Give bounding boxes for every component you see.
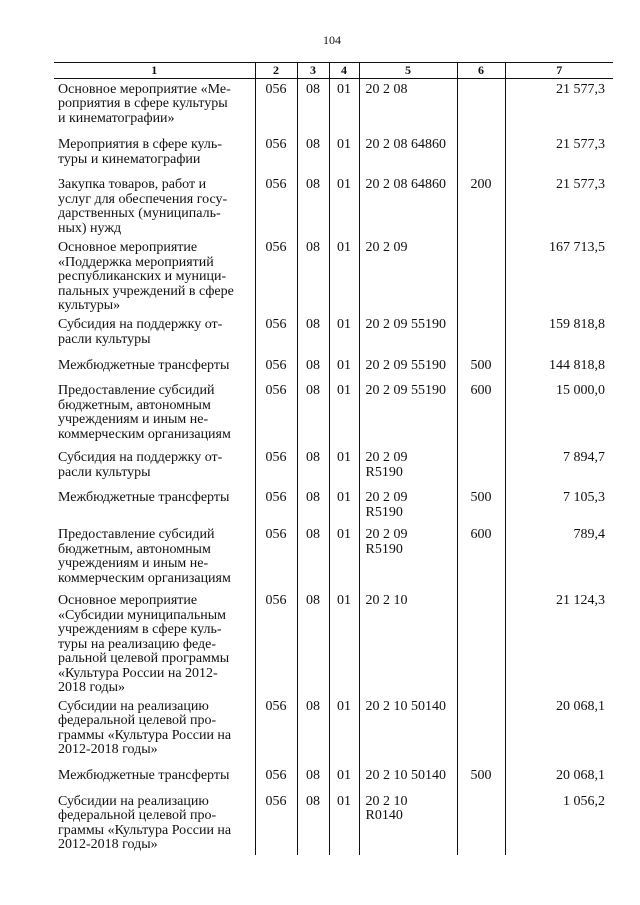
table-row bbox=[54, 78, 613, 134]
section-code-cell: 08 bbox=[297, 487, 329, 524]
item-name-line: Закупка товаров, работ и bbox=[58, 177, 207, 192]
item-name-line: граммы «Культура России на bbox=[58, 727, 232, 743]
target-article-line: 20 2 10 50140 bbox=[365, 767, 446, 783]
item-name-line: дарственных (муниципаль- bbox=[58, 206, 221, 221]
item-name-line: Субсидия на поддержку от- bbox=[58, 317, 223, 332]
target-article-line: 20 2 09 55190 bbox=[365, 383, 446, 398]
table-row bbox=[54, 590, 613, 696]
item-name-cell bbox=[54, 78, 255, 134]
amount-cell: 20 068,1 bbox=[505, 696, 613, 765]
amount-cell: 20 068,1 bbox=[505, 765, 613, 791]
ministry-code-cell: 056 bbox=[255, 765, 297, 791]
section-code-cell: 08 bbox=[297, 447, 329, 487]
amount-cell: 7 894,7 bbox=[505, 447, 613, 487]
target-article-line: 20 2 09 bbox=[365, 450, 408, 465]
section-code-cell: 08 bbox=[297, 314, 329, 355]
table-row bbox=[54, 134, 613, 174]
item-name-cell bbox=[54, 174, 255, 237]
ministry-code-cell: 056 bbox=[255, 314, 297, 355]
item-name-line: учреждениям и иным не- bbox=[58, 412, 209, 427]
item-name-line: культуры» bbox=[58, 298, 121, 313]
target-article-cell bbox=[359, 380, 457, 447]
item-name-line: учреждениям в сфере куль- bbox=[58, 622, 222, 637]
target-article-line: R0140 bbox=[365, 808, 403, 823]
ministry-code-cell: 056 bbox=[255, 524, 297, 590]
item-name-line: учреждениям и иным не- bbox=[58, 556, 209, 571]
target-article-cell bbox=[359, 355, 457, 380]
item-name-line: «Поддержка мероприятий bbox=[58, 254, 214, 270]
section-code-cell: 08 bbox=[297, 355, 329, 380]
target-article-line: 20 2 09 bbox=[365, 527, 408, 542]
subsection-code-cell: 01 bbox=[329, 524, 359, 590]
item-name-cell bbox=[54, 380, 255, 447]
table-row bbox=[54, 237, 613, 314]
table-row bbox=[54, 355, 613, 380]
item-name-cell bbox=[54, 524, 255, 590]
expense-type-cell bbox=[457, 447, 505, 487]
ministry-code-cell: 056 bbox=[255, 487, 297, 524]
ministry-code-cell: 056 bbox=[255, 380, 297, 447]
amount-cell: 21 577,3 bbox=[505, 134, 613, 174]
target-article-cell bbox=[359, 590, 457, 696]
item-name-line: Предоставление субсидий bbox=[58, 383, 215, 398]
item-name-line: ральной целевой программы bbox=[58, 651, 230, 666]
item-name-line: «Субсидии муниципальным bbox=[58, 607, 227, 623]
section-code-cell: 08 bbox=[297, 78, 329, 134]
subsection-code-cell: 01 bbox=[329, 314, 359, 355]
item-name-line: туры на реализацию феде- bbox=[58, 636, 217, 652]
target-article-line: 20 2 09 55190 bbox=[365, 358, 446, 373]
item-name-line: Предоставление субсидий bbox=[58, 527, 215, 542]
item-name-line: Мероприятия в сфере куль- bbox=[58, 137, 222, 152]
column-header: 7 bbox=[505, 63, 613, 79]
item-name-line: роприятия в сфере культуры bbox=[58, 96, 228, 111]
section-code-cell: 08 bbox=[297, 791, 329, 855]
ministry-code-cell: 056 bbox=[255, 696, 297, 765]
column-header: 4 bbox=[329, 63, 359, 79]
item-name-cell bbox=[54, 791, 255, 855]
subsection-code-cell: 01 bbox=[329, 487, 359, 524]
amount-cell: 7 105,3 bbox=[505, 487, 613, 524]
expense-type-cell bbox=[457, 78, 505, 134]
expense-type-cell: 200 bbox=[457, 174, 505, 237]
amount-cell: 144 818,8 bbox=[505, 355, 613, 380]
expense-type-cell bbox=[457, 134, 505, 174]
ministry-code-cell: 056 bbox=[255, 237, 297, 314]
item-name-line: Субсидия на поддержку от- bbox=[58, 450, 223, 465]
subsection-code-cell: 01 bbox=[329, 237, 359, 314]
item-name-cell bbox=[54, 447, 255, 487]
table-row bbox=[54, 696, 613, 765]
target-article-line: 20 2 09 bbox=[365, 240, 408, 255]
column-header: 5 bbox=[359, 63, 457, 79]
target-article-line: R5190 bbox=[365, 541, 403, 557]
expense-type-cell: 500 bbox=[457, 487, 505, 524]
subsection-code-cell: 01 bbox=[329, 590, 359, 696]
target-article-line: 20 2 10 bbox=[365, 593, 408, 608]
item-name-line: расли культуры bbox=[58, 464, 151, 480]
target-article-cell bbox=[359, 78, 457, 134]
subsection-code-cell: 01 bbox=[329, 380, 359, 447]
table-row bbox=[54, 791, 613, 855]
subsection-code-cell: 01 bbox=[329, 78, 359, 134]
item-name-cell bbox=[54, 314, 255, 355]
target-article-line: 20 2 09 55190 bbox=[365, 317, 446, 332]
subsection-code-cell: 01 bbox=[329, 765, 359, 791]
item-name-line: Межбюджетные трансферты bbox=[58, 490, 230, 505]
item-name-line: Межбюджетные трансферты bbox=[58, 767, 230, 783]
amount-cell: 15 000,0 bbox=[505, 380, 613, 447]
item-name-line: 2018 годы» bbox=[58, 680, 126, 695]
target-article-line: 20 2 08 64860 bbox=[365, 177, 446, 192]
section-code-cell: 08 bbox=[297, 590, 329, 696]
target-article-cell bbox=[359, 791, 457, 855]
subsection-code-cell: 01 bbox=[329, 134, 359, 174]
ministry-code-cell: 056 bbox=[255, 791, 297, 855]
item-name-cell bbox=[54, 590, 255, 696]
item-name-line: граммы «Культура России на bbox=[58, 822, 232, 838]
section-code-cell: 08 bbox=[297, 174, 329, 237]
subsection-code-cell: 01 bbox=[329, 174, 359, 237]
section-code-cell: 08 bbox=[297, 696, 329, 765]
expense-type-cell bbox=[457, 237, 505, 314]
item-name-line: республиканских и муници- bbox=[58, 269, 227, 284]
item-name-line: услуг для обеспечения госу- bbox=[58, 191, 228, 207]
amount-cell: 1 056,2 bbox=[505, 791, 613, 855]
amount-cell: 789,4 bbox=[505, 524, 613, 590]
table-row bbox=[54, 765, 613, 791]
expense-type-cell bbox=[457, 791, 505, 855]
target-article-cell bbox=[359, 174, 457, 237]
ministry-code-cell: 056 bbox=[255, 78, 297, 134]
target-article-cell bbox=[359, 237, 457, 314]
item-name-line: пальных учреждений в сфере bbox=[58, 283, 234, 299]
table-row bbox=[54, 487, 613, 524]
table-row bbox=[54, 314, 613, 355]
item-name-line: туры и кинематографии bbox=[58, 151, 201, 167]
section-code-cell: 08 bbox=[297, 134, 329, 174]
ministry-code-cell: 056 bbox=[255, 447, 297, 487]
subsection-code-cell: 01 bbox=[329, 447, 359, 487]
amount-cell: 21 577,3 bbox=[505, 78, 613, 134]
item-name-cell bbox=[54, 765, 255, 791]
item-name-line: «Культура России на 2012- bbox=[58, 665, 218, 681]
expense-type-cell bbox=[457, 696, 505, 765]
subsection-code-cell: 01 bbox=[329, 791, 359, 855]
table-row bbox=[54, 174, 613, 237]
budget-table bbox=[54, 62, 613, 855]
target-article-cell bbox=[359, 134, 457, 174]
column-header: 2 bbox=[255, 63, 297, 79]
target-article-cell bbox=[359, 447, 457, 487]
item-name-cell bbox=[54, 696, 255, 765]
item-name-line: Межбюджетные трансферты bbox=[58, 358, 230, 373]
amount-cell: 21 124,3 bbox=[505, 590, 613, 696]
target-article-cell bbox=[359, 765, 457, 791]
expense-type-cell: 600 bbox=[457, 524, 505, 590]
subsection-code-cell: 01 bbox=[329, 696, 359, 765]
amount-cell: 167 713,5 bbox=[505, 237, 613, 314]
target-article-cell bbox=[359, 696, 457, 765]
section-code-cell: 08 bbox=[297, 765, 329, 791]
item-name-line: Основное мероприятие bbox=[58, 240, 198, 255]
expense-type-cell: 500 bbox=[457, 765, 505, 791]
item-name-line: и кинематографии» bbox=[58, 110, 175, 126]
section-code-cell: 08 bbox=[297, 524, 329, 590]
item-name-cell bbox=[54, 134, 255, 174]
item-name-line: 2012-2018 годы» bbox=[58, 837, 158, 852]
column-header: 1 bbox=[54, 63, 255, 79]
target-article-line: 20 2 08 64860 bbox=[365, 137, 446, 152]
item-name-line: Субсидии на реализацию bbox=[58, 698, 209, 714]
amount-cell: 159 818,8 bbox=[505, 314, 613, 355]
item-name-line: Субсидии на реализацию bbox=[58, 793, 209, 809]
table-row bbox=[54, 380, 613, 447]
item-name-cell bbox=[54, 487, 255, 524]
ministry-code-cell: 056 bbox=[255, 134, 297, 174]
item-name-line: коммерческим организациям bbox=[58, 426, 231, 442]
ministry-code-cell: 056 bbox=[255, 355, 297, 380]
section-code-cell: 08 bbox=[297, 380, 329, 447]
amount-cell: 21 577,3 bbox=[505, 174, 613, 237]
target-article-line: 20 2 10 bbox=[365, 793, 408, 809]
target-article-cell bbox=[359, 487, 457, 524]
target-article-line: 20 2 08 bbox=[365, 81, 408, 97]
column-header: 6 bbox=[457, 63, 505, 79]
table-header-row bbox=[54, 63, 613, 79]
ministry-code-cell: 056 bbox=[255, 174, 297, 237]
expense-type-cell: 500 bbox=[457, 355, 505, 380]
column-header: 3 bbox=[297, 63, 329, 79]
table-row bbox=[54, 447, 613, 487]
item-name-line: Основное мероприятие bbox=[58, 593, 198, 608]
item-name-line: ных) нужд bbox=[58, 220, 122, 236]
target-article-line: R5190 bbox=[365, 464, 403, 480]
expense-type-cell: 600 bbox=[457, 380, 505, 447]
item-name-cell bbox=[54, 355, 255, 380]
expense-type-cell bbox=[457, 590, 505, 696]
section-code-cell: 08 bbox=[297, 237, 329, 314]
expense-type-cell bbox=[457, 314, 505, 355]
ministry-code-cell: 056 bbox=[255, 590, 297, 696]
item-name-line: расли культуры bbox=[58, 331, 151, 347]
subsection-code-cell: 01 bbox=[329, 355, 359, 380]
item-name-line: Основное мероприятие «Ме- bbox=[58, 81, 231, 97]
target-article-line: R5190 bbox=[365, 504, 403, 520]
target-article-cell bbox=[359, 314, 457, 355]
item-name-line: коммерческим организациям bbox=[58, 570, 231, 586]
item-name-line: федеральной целевой про- bbox=[58, 808, 217, 823]
target-article-line: 20 2 09 bbox=[365, 490, 408, 505]
page-number: 104 bbox=[323, 33, 341, 47]
item-name-line: бюджетным, автономным bbox=[58, 541, 211, 557]
target-article-cell bbox=[359, 524, 457, 590]
target-article-line: 20 2 10 50140 bbox=[365, 698, 446, 714]
item-name-cell bbox=[54, 237, 255, 314]
item-name-line: 2012-2018 годы» bbox=[58, 742, 158, 757]
item-name-line: бюджетным, автономным bbox=[58, 397, 211, 413]
item-name-line: федеральной целевой про- bbox=[58, 713, 217, 728]
table-row bbox=[54, 524, 613, 590]
